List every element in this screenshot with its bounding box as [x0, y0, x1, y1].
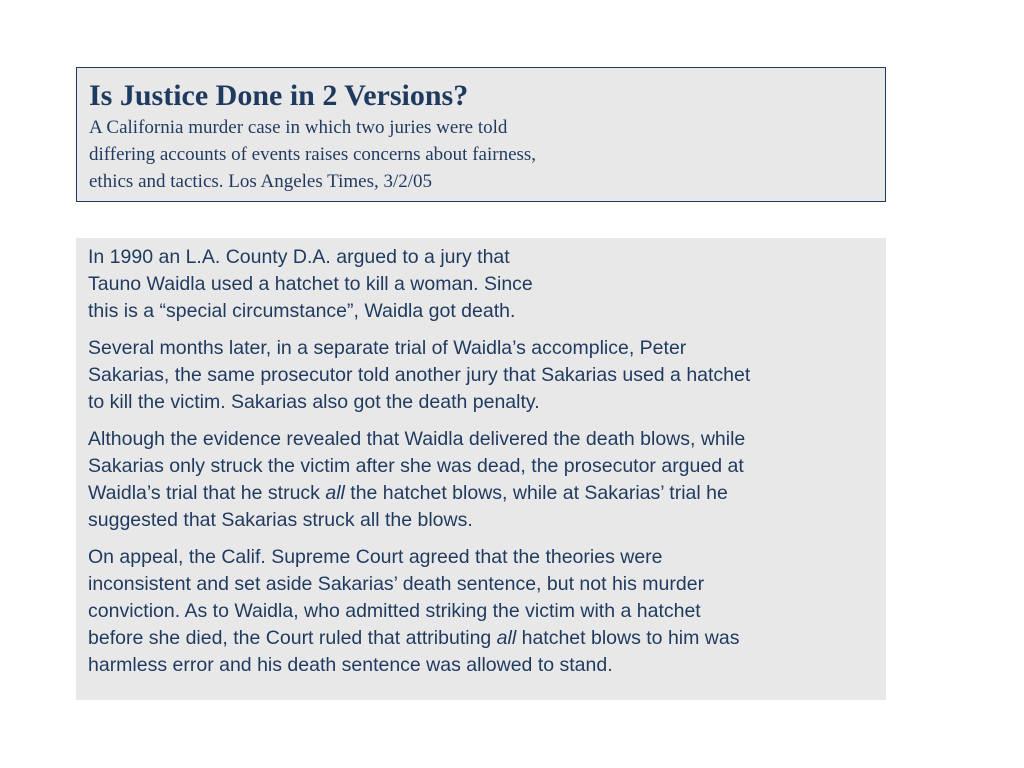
subtitle-line: differing accounts of events raises concerns about fairness, — [89, 144, 537, 165]
text-line — [88, 480, 874, 507]
text-line: Tauno Waidla used a hatchet to kill a woman. Since — [88, 273, 533, 295]
text-line: Sakarias only struck the victim after she was dead, the prosecutor argued at — [88, 455, 744, 477]
subtitle-line: ethics and tactics. Los Angeles Times, 3/2/05 — [89, 171, 433, 192]
text-line: conviction. As to Waidla, who admitted striking the victim with a hatchet — [88, 600, 701, 622]
title-box — [76, 67, 886, 202]
text-segment: the hatchet blows, while at Sakarias’ trial he — [344, 482, 728, 504]
text-segment: before she died, the Court ruled that attributing — [88, 627, 497, 649]
text-line: Several months later, in a separate trial of Waidla’s accomplice, Peter — [88, 337, 687, 359]
text-line — [88, 625, 874, 652]
text-line: this is a “special circumstance”, Waidla got death. — [88, 300, 516, 322]
text-line: Sakarias, the same prosecutor told another jury that Sakarias used a hatchet — [88, 364, 751, 386]
emphasis-text: all — [325, 482, 345, 504]
text-line: to kill the victim. Sakarias also got the death penalty. — [88, 391, 540, 413]
slide-title: Is Justice Done in 2 Versions? — [89, 79, 469, 112]
text-segment: hatchet blows to him was — [516, 627, 740, 649]
body-text-box — [76, 238, 886, 700]
paragraph-2 — [88, 335, 874, 416]
text-line: Although the evidence revealed that Waidla delivered the death blows, while — [88, 428, 746, 450]
text-line: inconsistent and set aside Sakarias’ death sentence, but not his murder — [88, 573, 705, 595]
text-line: suggested that Sakarias struck all the blows. — [88, 509, 473, 531]
text-line: harmless error and his death sentence was allowed to stand. — [88, 654, 613, 676]
paragraph-1 — [88, 244, 874, 325]
paragraph-3 — [88, 426, 874, 534]
text-line: In 1990 an L.A. County D.A. argued to a jury that — [88, 246, 510, 268]
emphasis-text: all — [496, 627, 517, 649]
slide-subtitle — [89, 114, 649, 195]
subtitle-line: A California murder case in which two juries were told — [89, 117, 508, 138]
text-segment: Waidla’s trial that he struck — [88, 482, 326, 504]
text-line: On appeal, the Calif. Supreme Court agreed that the theories were — [88, 546, 663, 568]
paragraph-4 — [88, 544, 874, 679]
